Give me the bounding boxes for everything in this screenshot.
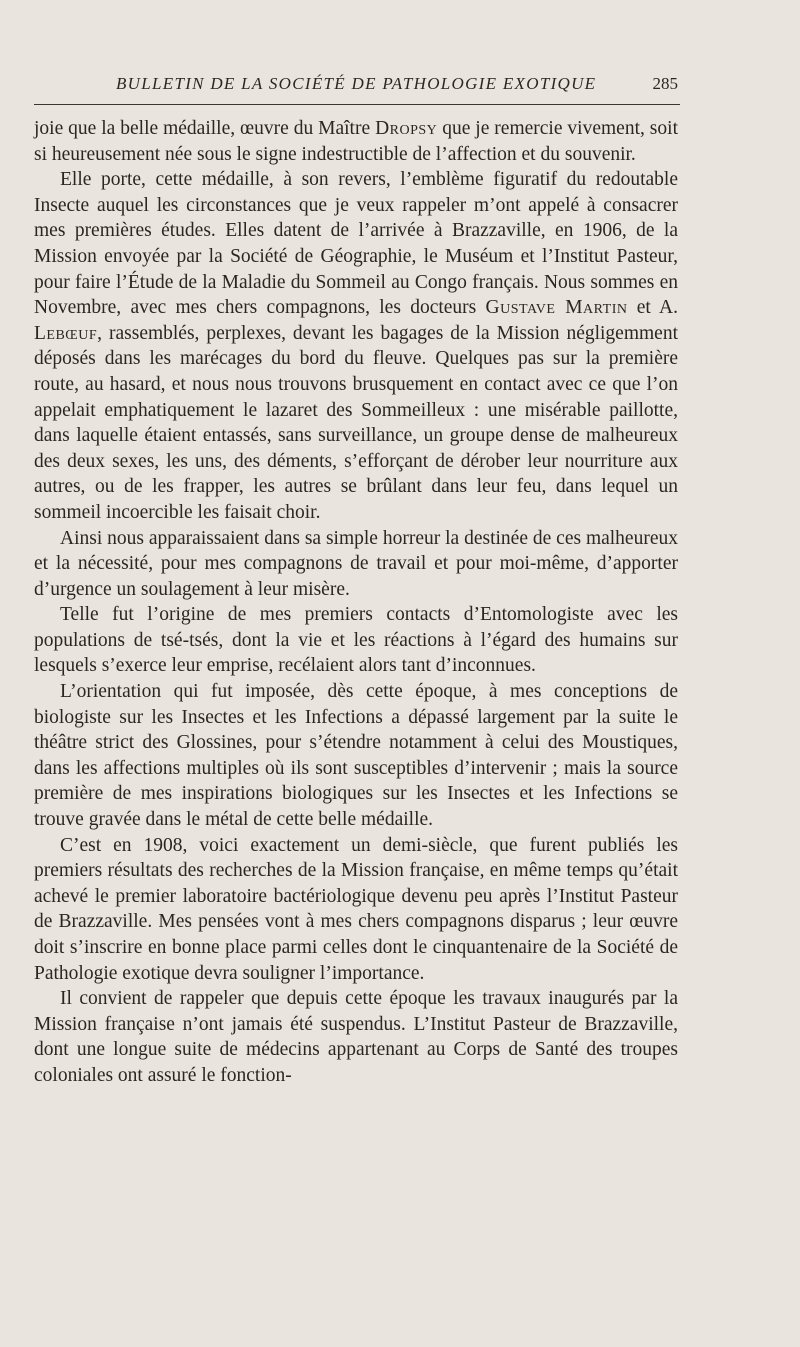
text-run: que je remercie vivement, soit si heureusement née sous le signe indestructible de l’affection et du souvenir. <box>34 118 678 165</box>
header-rule <box>34 104 680 105</box>
text-run: Telle fut l’origine de mes premiers contacts d’Entomologiste avec les populations de tsé-tsés, dont la vie et les réactions à l’égard des humains sur lesquels s’exerce leur emprise, recélaient alors tant d’inconnues. <box>34 604 678 677</box>
text-run: et A. <box>627 297 678 319</box>
running-title: BULLETIN DE LA SOCIÉTÉ DE PATHOLOGIE EXOTIQUE <box>116 74 597 93</box>
body-text <box>34 116 678 1089</box>
text-run: joie que la belle médaille, œuvre du Maître <box>34 118 376 139</box>
text-run: , rassemblés, perplexes, devant les bagages de la Mission négligemment déposés dans les marécages du bord du fleuve. Quelques pas sur la première route, au hasard, et nous nous trouvons brusquement en contact avec ce que l’on appelait emphatiquement le lazaret des Sommeilleux : une misérable paillotte, dans laquelle étaient entassés, sans surveillance, un groupe dense de malheureux des deux sexes, les uns, des déments, s’efforçant de dérober leur nourriture aux autres, ou de les frapper, les autres se brûlant dans leur feu, dans lequel un sommeil incoercible les faisait choir. <box>34 322 678 523</box>
text-run: C’est en 1908, voici exactement un demi-siècle, que furent publiés les premiers résultats des recherches de la Mission française, en même temps qu’était achevé le premier laboratoire bactériologique devenu peu après l’Institut Pasteur de Brazzaville. Mes pensées vont à mes chers compagnons disparus ; leur œuvre doit s’inscrire en bonne place parmi celles dont le cinquantenaire de la Société de Pathologie exotique devra souligner l’importance. <box>34 834 678 984</box>
paragraph <box>34 833 678 987</box>
author-name: Lebœuf <box>34 322 98 344</box>
author-name: Dropsy <box>375 118 438 139</box>
author-name: Gustave Martin <box>485 297 628 319</box>
page-number: 285 <box>652 74 678 93</box>
text-run: Il convient de rappeler que depuis cette époque les travaux inaugurés par la Mission française n’ont jamais été suspendus. L’Institut Pasteur de Brazzaville, dont une longue suite de médecins appartenant au Corps de Santé des troupes coloniales ont assuré le fonction- <box>34 988 678 1086</box>
paragraph <box>34 526 678 603</box>
paragraph <box>34 986 678 1088</box>
page-header <box>34 74 678 94</box>
paragraph <box>34 116 678 167</box>
paragraph <box>34 602 678 679</box>
text-run: L’orientation qui fut imposée, dès cette époque, à mes conceptions de biologiste sur les Insectes et les Infections a dépassé largement par la suite le théâtre strict des Glossines, pour s’étendre notamment à celui des Moustiques, dans les affections multiples où ils sont susceptibles d’intervenir ; mais la source première de mes inspirations biologiques sur les Insectes et les Infections se trouve gravée dans le métal de cette belle médaille. <box>34 681 678 831</box>
paragraph <box>34 679 678 833</box>
text-run: Elle porte, cette médaille, à son revers, l’emblème figuratif du redoutable Insecte auquel les circonstances que je veux rappeler m’ont appelé à consacrer mes premières études. Elles datent de l’arrivée à Brazzaville, en 1906, de la Mission envoyée par la Société de Géographie, le Muséum et l’Institut Pasteur, pour faire l’Étude de la Maladie du Sommeil au Congo français. Nous sommes en Novembre, avec mes chers compagnons, les docteurs <box>34 169 678 319</box>
text-run: Ainsi nous apparaissaient dans sa simple horreur la destinée de ces malheureux et la nécessité, pour mes compagnons de travail et pour moi-même, d’apporter d’urgence un soulagement à leur misère. <box>34 527 678 600</box>
paragraph <box>34 167 678 525</box>
